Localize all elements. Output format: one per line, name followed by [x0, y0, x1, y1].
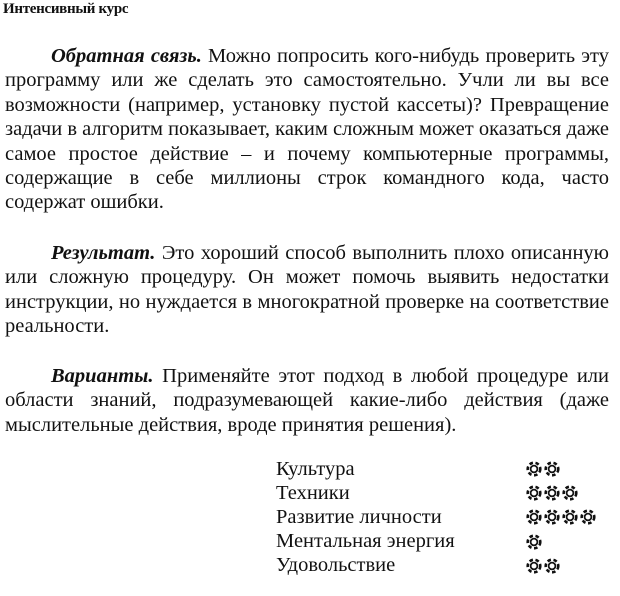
flower-rating-icon [526, 534, 542, 550]
ratings-table [276, 457, 606, 578]
flower-rating-icon [544, 558, 560, 574]
rating-label: Техники [276, 481, 350, 504]
flower-rating-icon [526, 485, 542, 501]
rating-label: Культура [276, 457, 355, 480]
rating-row [276, 530, 606, 554]
flower-rating-icon [562, 485, 578, 501]
flower-rating-icon [544, 509, 560, 525]
rating-row [276, 481, 606, 505]
paragraph-feedback [5, 44, 609, 215]
flower-rating-icon [580, 509, 596, 525]
rating-icons [526, 509, 596, 525]
paragraph-variants [5, 364, 609, 437]
rating-row [276, 554, 606, 578]
paragraph-lead: Варианты. [51, 365, 154, 387]
rating-icons [526, 485, 578, 501]
rating-icons [526, 534, 542, 550]
flower-rating-icon [526, 558, 542, 574]
rating-icons [526, 461, 560, 477]
paragraph-body: Применяйте этот подход в любой процедуре или области знаний, подразумевающей какие-либо действия (даже мыслительные действия, вроде принятия решения). [5, 365, 609, 436]
rating-label: Удовольствие [276, 554, 396, 577]
paragraph-result [5, 241, 609, 339]
flower-rating-icon [544, 485, 560, 501]
paragraph-body: Можно попросить кого-нибудь проверить эту программу или же сделать это самостоятельно. Учли ли вы все возможности (например, установку пустой кассеты)? Превращение задачи в алгоритм показывает, каким сложным может оказаться даже самое простое действие – и почему компьютерные программы, содержащие в себе миллионы строк командного кода, часто содержат ошибки. [5, 45, 609, 214]
rating-label: Ментальная энергия [276, 530, 455, 553]
flower-rating-icon [526, 461, 542, 477]
rating-label: Развитие личности [276, 505, 442, 528]
running-header: Интенсивный курс [3, 1, 129, 17]
flower-rating-icon [562, 509, 578, 525]
paragraph-lead: Результат. [51, 242, 156, 264]
flower-rating-icon [526, 509, 542, 525]
paragraph-body: Это хороший способ выполнить плохо описанную или сложную процедуру. Он может помочь выявить недостатки инструкции, но нуждается в многократной проверке на соответствие реальности. [5, 242, 609, 338]
flower-rating-icon [544, 461, 560, 477]
paragraph-lead: Обратная связь. [51, 45, 202, 67]
rating-row [276, 505, 606, 529]
rating-row [276, 457, 606, 481]
rating-icons [526, 558, 560, 574]
